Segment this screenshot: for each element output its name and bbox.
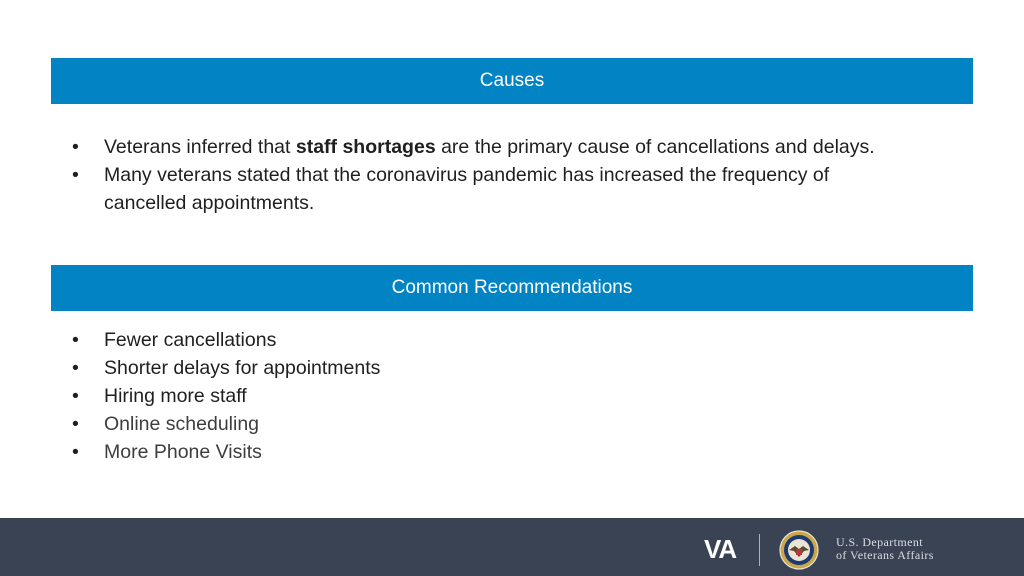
list-item <box>72 382 672 410</box>
bullet-icon: • <box>72 413 79 435</box>
bullet-icon: • <box>72 136 79 158</box>
list-item <box>72 354 672 382</box>
recommendations-list <box>72 326 672 466</box>
causes-bullet-2: Many veterans stated that the coronavirus pandemic has increased the frequency of cancelled appointments. <box>104 164 830 214</box>
list-item <box>72 133 902 161</box>
department-line-2: of Veterans Affairs <box>836 548 934 562</box>
causes-header <box>51 58 973 104</box>
recommendation-item: Online scheduling <box>104 413 260 435</box>
department-name <box>836 536 934 562</box>
list-item <box>72 326 672 354</box>
causes-title: Causes <box>479 70 545 91</box>
bullet-icon: • <box>72 164 79 186</box>
bullet-icon: • <box>72 329 79 351</box>
recommendation-item: More Phone Visits <box>104 441 262 463</box>
bullet-icon: • <box>72 441 79 463</box>
list-item <box>72 161 902 217</box>
causes-list <box>72 133 902 217</box>
recommendation-item: Fewer cancellations <box>104 329 277 351</box>
causes-bullet-1-emphasis: staff shortages <box>295 136 436 158</box>
causes-bullet-1-end: are the primary cause of cancellations and delays. <box>435 136 875 158</box>
recommendations-header <box>51 265 973 311</box>
footer-divider <box>759 534 760 566</box>
recommendation-item: Hiring more staff <box>104 385 247 407</box>
causes-bullet-1-start: Veterans inferred that <box>104 136 296 158</box>
bullet-icon: • <box>72 357 79 379</box>
va-seal-icon <box>771 529 827 571</box>
list-item <box>72 410 672 438</box>
recommendation-item: Shorter delays for appointments <box>104 357 381 379</box>
department-line-1: U.S. Department <box>836 535 923 549</box>
bullet-icon: • <box>72 385 79 407</box>
recommendations-title: Common Recommendations <box>391 277 633 298</box>
list-item <box>72 438 672 466</box>
va-logo: VA <box>704 534 737 564</box>
